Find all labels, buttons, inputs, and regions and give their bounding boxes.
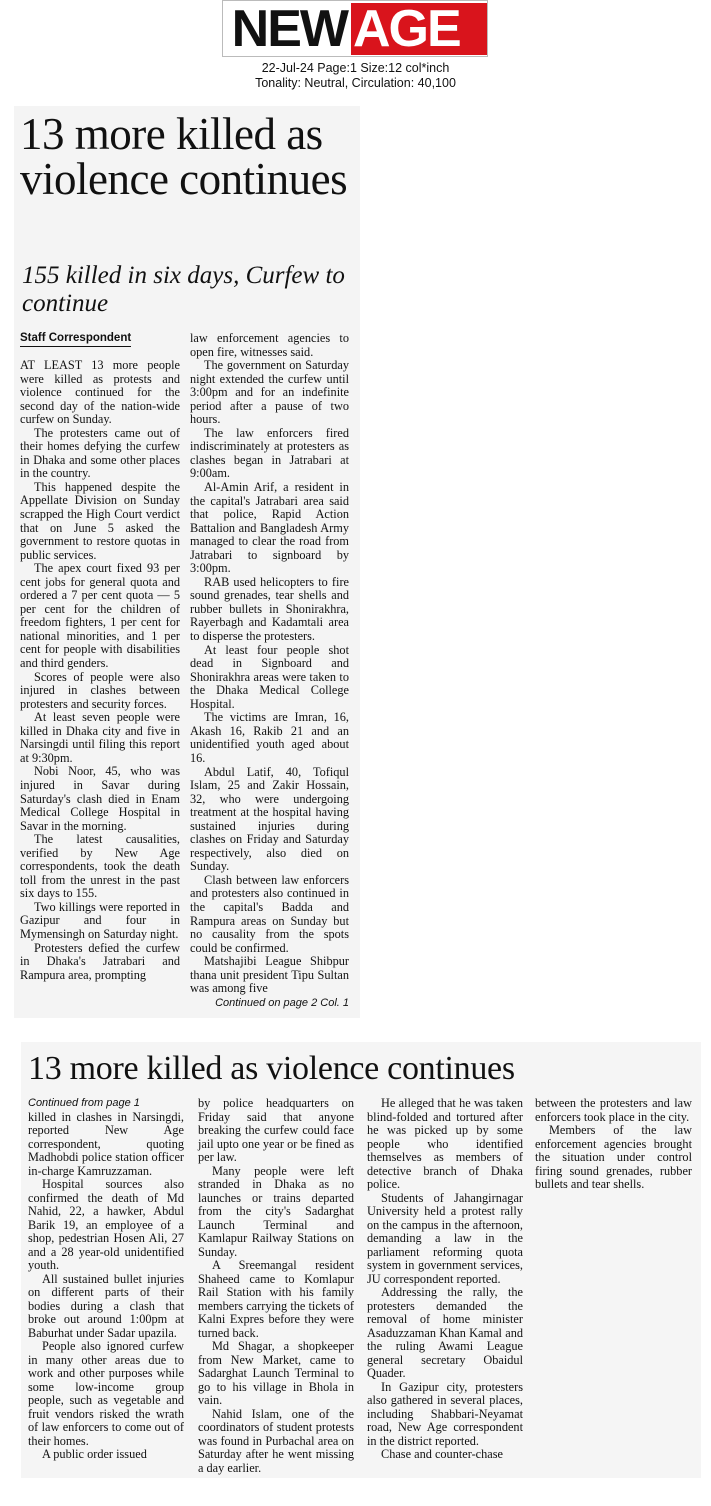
newspaper-masthead — [222, 0, 488, 57]
paragraph: The government on Saturday night extended the curfew until 3:00pm and for an indefinite period after a pause of two hours. — [190, 358, 349, 427]
article2-continued-from: Continued from page 1 — [28, 1097, 140, 1109]
article1-column-2 — [190, 332, 349, 1010]
paragraph: law enforcement agencies to open fire, witnesses said. — [190, 331, 349, 359]
article1-headline: 13 more killed as violence continues — [20, 109, 348, 204]
paragraph: At least seven people were killed in Dhaka city and five in Narsingdi until filing this report at 9:30pm. — [20, 710, 180, 765]
paragraph: Protesters defied the curfew in Dhaka's Jatrabari and Rampura area, prompting — [20, 940, 180, 982]
paragraph: Students of Jahangirnagar University held a protest rally on the campus in the afternoon, demanding a law in the parliament reforming quota system in government services, JU correspondent reported. — [367, 1190, 523, 1286]
clip-meta-line2: Tonality: Neutral, Circulation: 40,100 — [255, 76, 456, 90]
article2-column-3 — [367, 1097, 523, 1462]
paragraph: AT LEAST 13 more people were killed as protests and violence continued for the second day of the nation-wide curfew on Sunday. — [20, 358, 180, 427]
paragraph: The victims are Imran, 16, Akash 16, Rakib 21 and an unidentified youth aged about 16. — [190, 710, 349, 765]
article1-subhead: 155 killed in six days, Curfew to continue — [22, 262, 345, 317]
paragraph: Nobi Noor, 45, who was injured in Savar during Saturday's clash died in Enam Medical College Hospital in Savar in the morning. — [20, 764, 180, 833]
logo-age-text: AGE — [351, 3, 487, 55]
paragraph: between the protesters and law enforcers took place in the city. — [535, 1096, 692, 1124]
paragraph: The protesters came out of their homes defying the curfew in Dhaka and some other places in the country. — [20, 425, 180, 481]
paragraph: Nahid Islam, one of the coordinators of student protests was found in Purbachal area on Saturday after he went missing a day earlier. — [198, 1406, 354, 1475]
paragraph: The law enforcers fired indiscriminately at protesters as clashes began in Jatrabari at 9:00am. — [190, 425, 349, 481]
paragraph: Many people were left stranded in Dhaka as no launches or trains departed from the city's Sadarghat Launch Terminal and Kamlapur Railway Stations on Sunday. — [198, 1163, 354, 1259]
paragraph: He alleged that he was taken blind-folded and tortured after he was picked up by some people who identified themselves as members of detective branch of Dhaka police. — [367, 1096, 523, 1191]
paragraph: Scores of people were also injured in clashes between protesters and security forces. — [20, 669, 180, 711]
paragraph: killed in clashes in Narsingdi, reported New Age correspondent, quoting Madhobdi police station officer in-charge Kamruzzaman. — [28, 1109, 184, 1178]
paragraph: The apex court fixed 93 per cent jobs for general quota and ordered a 7 per cent quota — 5 per cent for the children of freedom fighters, 1 per cent for national minorities, and 1 per cent for people with disabilities and third genders. — [20, 561, 180, 671]
paragraph: Two killings were reported in Gazipur and four in Mymensingh on Saturday night. — [20, 899, 180, 941]
paragraph: Addressing the rally, the protesters demanded the removal of home minister Asaduzzaman Khan Kamal and the ruling Awami League general secretary Obaidul Quader. — [367, 1285, 523, 1380]
paragraph: People also ignored curfew in many other areas due to work and other purposes while some low-income group people, such as vegetable and fruit vendors risked the wrath of law enforcers to come out of their homes. — [28, 1339, 184, 1448]
paragraph: Chase and counter-chase — [381, 1447, 503, 1461]
paragraph: Members of the law enforcement agencies brought the situation under control firing sound grenades, rubber bullets and tear shells. — [535, 1123, 692, 1191]
paragraph: In Gazipur city, protesters also gathered in several places, including Shabbari-Neyamat road, New Age correspondent in the district reported. — [367, 1379, 523, 1448]
paragraph: At least four people shot dead in Signboard and Shonirakhra areas were taken to the Dhaka Medical College Hospital. — [190, 642, 349, 711]
paragraph: Matshajibi League Shibpur thana unit president Tipu Sultan was among five — [190, 954, 349, 996]
paragraph: All sustained bullet injuries on different parts of their bodies during a clash that broke out around 1:00pm at Baburhat under Sadar upazila. — [28, 1271, 184, 1340]
article1-byline: Staff Correspondent — [20, 331, 131, 347]
paragraph: Md Shagar, a shopkeeper from New Market, came to Sadarghat Launch Terminal to go to his village in Bhola in vain. — [198, 1339, 354, 1407]
paragraph: RAB used helicopters to fire sound grenades, tear shells and rubber bullets in Shonirakhra, Rayerbagh and Kadamtali area to disperse the protesters. — [190, 574, 349, 644]
paragraph: by police headquarters on Friday said that anyone breaking the curfew could face jail upto one year or be fined as per law. — [198, 1096, 354, 1164]
paragraph: A public order issued — [42, 1447, 147, 1461]
article1-column-1 — [20, 359, 180, 982]
paragraph: Abdul Latif, 40, Tofiqul Islam, 25 and Zakir Hossain, 32, who were undergoing treatment at the hospital having sustained injuries during clashes on Friday and Saturday respectively, also died on Sunday. — [190, 764, 349, 874]
article1-continued-note: Continued on page 2 Col. 1 — [215, 996, 349, 1009]
paragraph: Al-Amin Arif, a resident in the capital's Jatrabari area said that police, Rapid Action Battalion and Bangladesh Army managed to clear the road from Jatrabari to signboard by 3:00pm. — [190, 480, 349, 576]
paragraph: Hospital sources also confirmed the death of Md Nahid, 22, a hawker, Abdul Barik 19, an employee of a shop, pedestrian Hosen Ali, 27 and a 28 year-old unidentified youth. — [28, 1177, 184, 1272]
article2-column-2 — [198, 1097, 354, 1475]
clip-meta-line1: 22-Jul-24 Page:1 Size:12 col*inch — [261, 61, 450, 75]
article2-headline: 13 more killed as violence continues — [28, 1050, 515, 1087]
paragraph: This happened despite the Appellate Division on Sunday scrapped the High Court verdict that on June 5 asked the government to restore quotas in public services. — [20, 479, 180, 562]
paragraph: A Sreemangal resident Shaheed came to Komlapur Rail Station with his family members carrying the tickets of Kalni Expres before they were turned back. — [198, 1258, 354, 1340]
logo-new-text: NEW — [231, 0, 347, 58]
paragraph: Clash between law enforcers and protesters also continued in the capital's Badda and Rampura areas on Sunday but no causality from the spots could be confirmed. — [190, 872, 349, 955]
paragraph: The latest causalities, verified by New Age correspondents, took the death toll from the unrest in the past six days to 155. — [20, 832, 180, 901]
article2-column-1 — [28, 1097, 184, 1462]
article2-column-4 — [535, 1097, 692, 1192]
